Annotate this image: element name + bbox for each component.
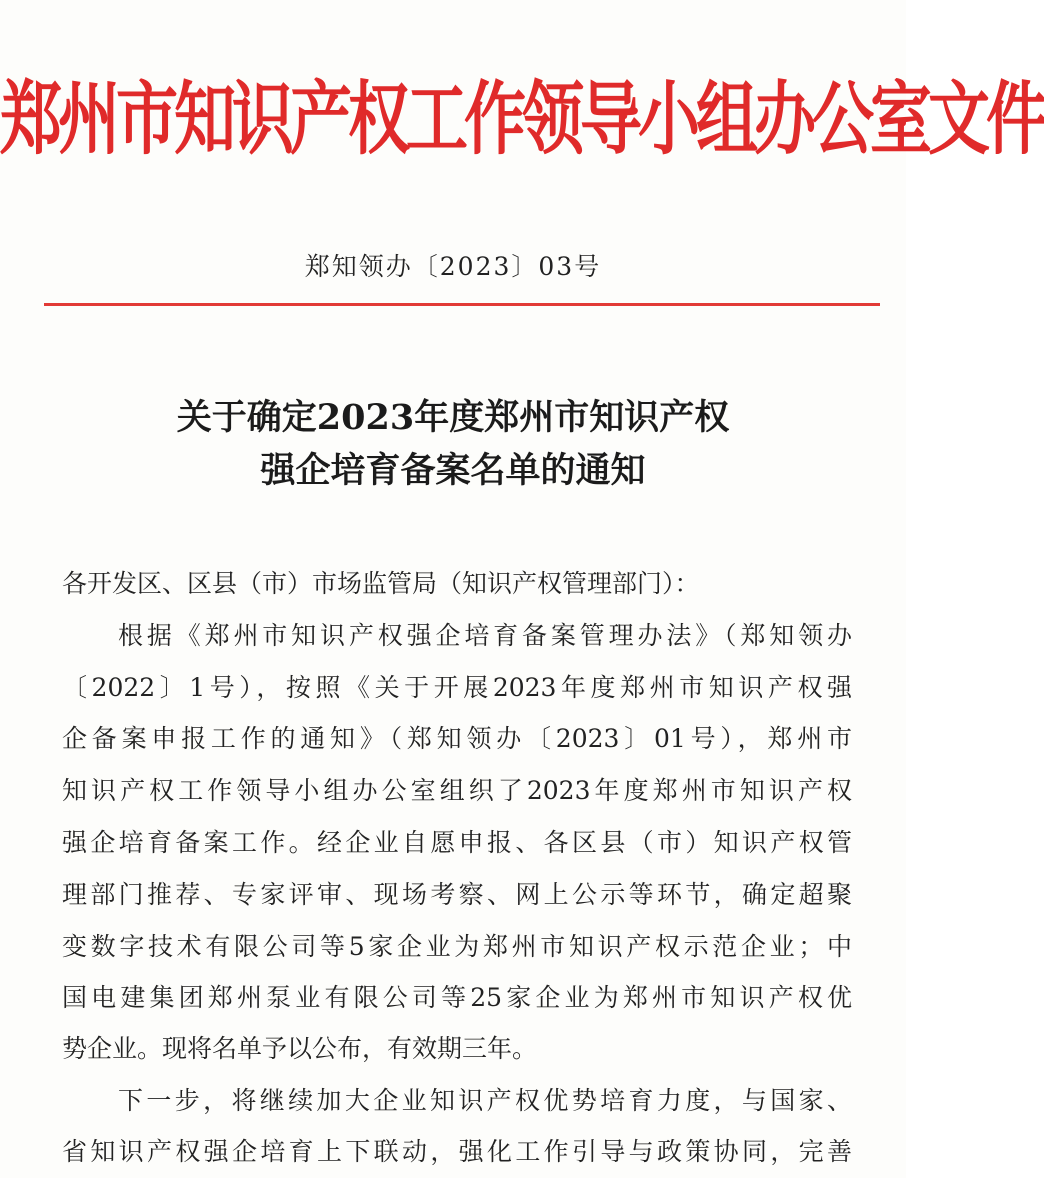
body-line-5: 强企培育备案工作。经企业自愿申报、各区县（市）知识产权管 <box>62 828 852 857</box>
body-line-8: 国电建集团郑州泵业有限公司等25家企业为郑州市知识产权优 <box>62 983 852 1012</box>
notice-title-line-2: 强企培育备案名单的通知 <box>260 450 646 491</box>
body-line-11: 省知识产权强企培育上下联动，强化工作引导与政策协同，完善 <box>62 1137 852 1166</box>
red-separator-line <box>44 303 880 306</box>
notice-title-line-1: 关于确定2023年度郑州市知识产权 <box>176 397 730 438</box>
addressee-line: 各开发区、区县（市）市场监管局（知识产权管理部门）： <box>62 569 700 598</box>
body-line-9: 势企业。现将名单予以公布，有效期三年。 <box>62 1034 538 1063</box>
document-number: 郑知领办〔2023〕03号 <box>304 252 602 281</box>
body-line-10: 下一步，将继续加大企业知识产权优势培育力度，与国家、 <box>118 1086 852 1115</box>
body-line-1: 根据《郑州市知识产权强企培育备案管理办法》（郑知领办 <box>118 621 852 650</box>
body-line-7: 变数字技术有限公司等5家企业为郑州市知识产权示范企业；中 <box>62 932 852 961</box>
body-line-3: 企备案申报工作的通知》（郑知领办〔2023〕01号），郑州市 <box>62 724 852 753</box>
body-line-4: 知识产权工作领导小组办公室组织了2023年度郑州市知识产权 <box>62 776 852 805</box>
issuing-office-header: 郑州市知识产权工作领导小组办公室文件 <box>0 72 1044 166</box>
body-line-6: 理部门推荐、专家评审、现场考察、网上公示等环节，确定超聚 <box>62 880 852 909</box>
body-line-2: 〔2022〕1号），按照《关于开展2023年度郑州市知识产权强 <box>62 673 852 702</box>
